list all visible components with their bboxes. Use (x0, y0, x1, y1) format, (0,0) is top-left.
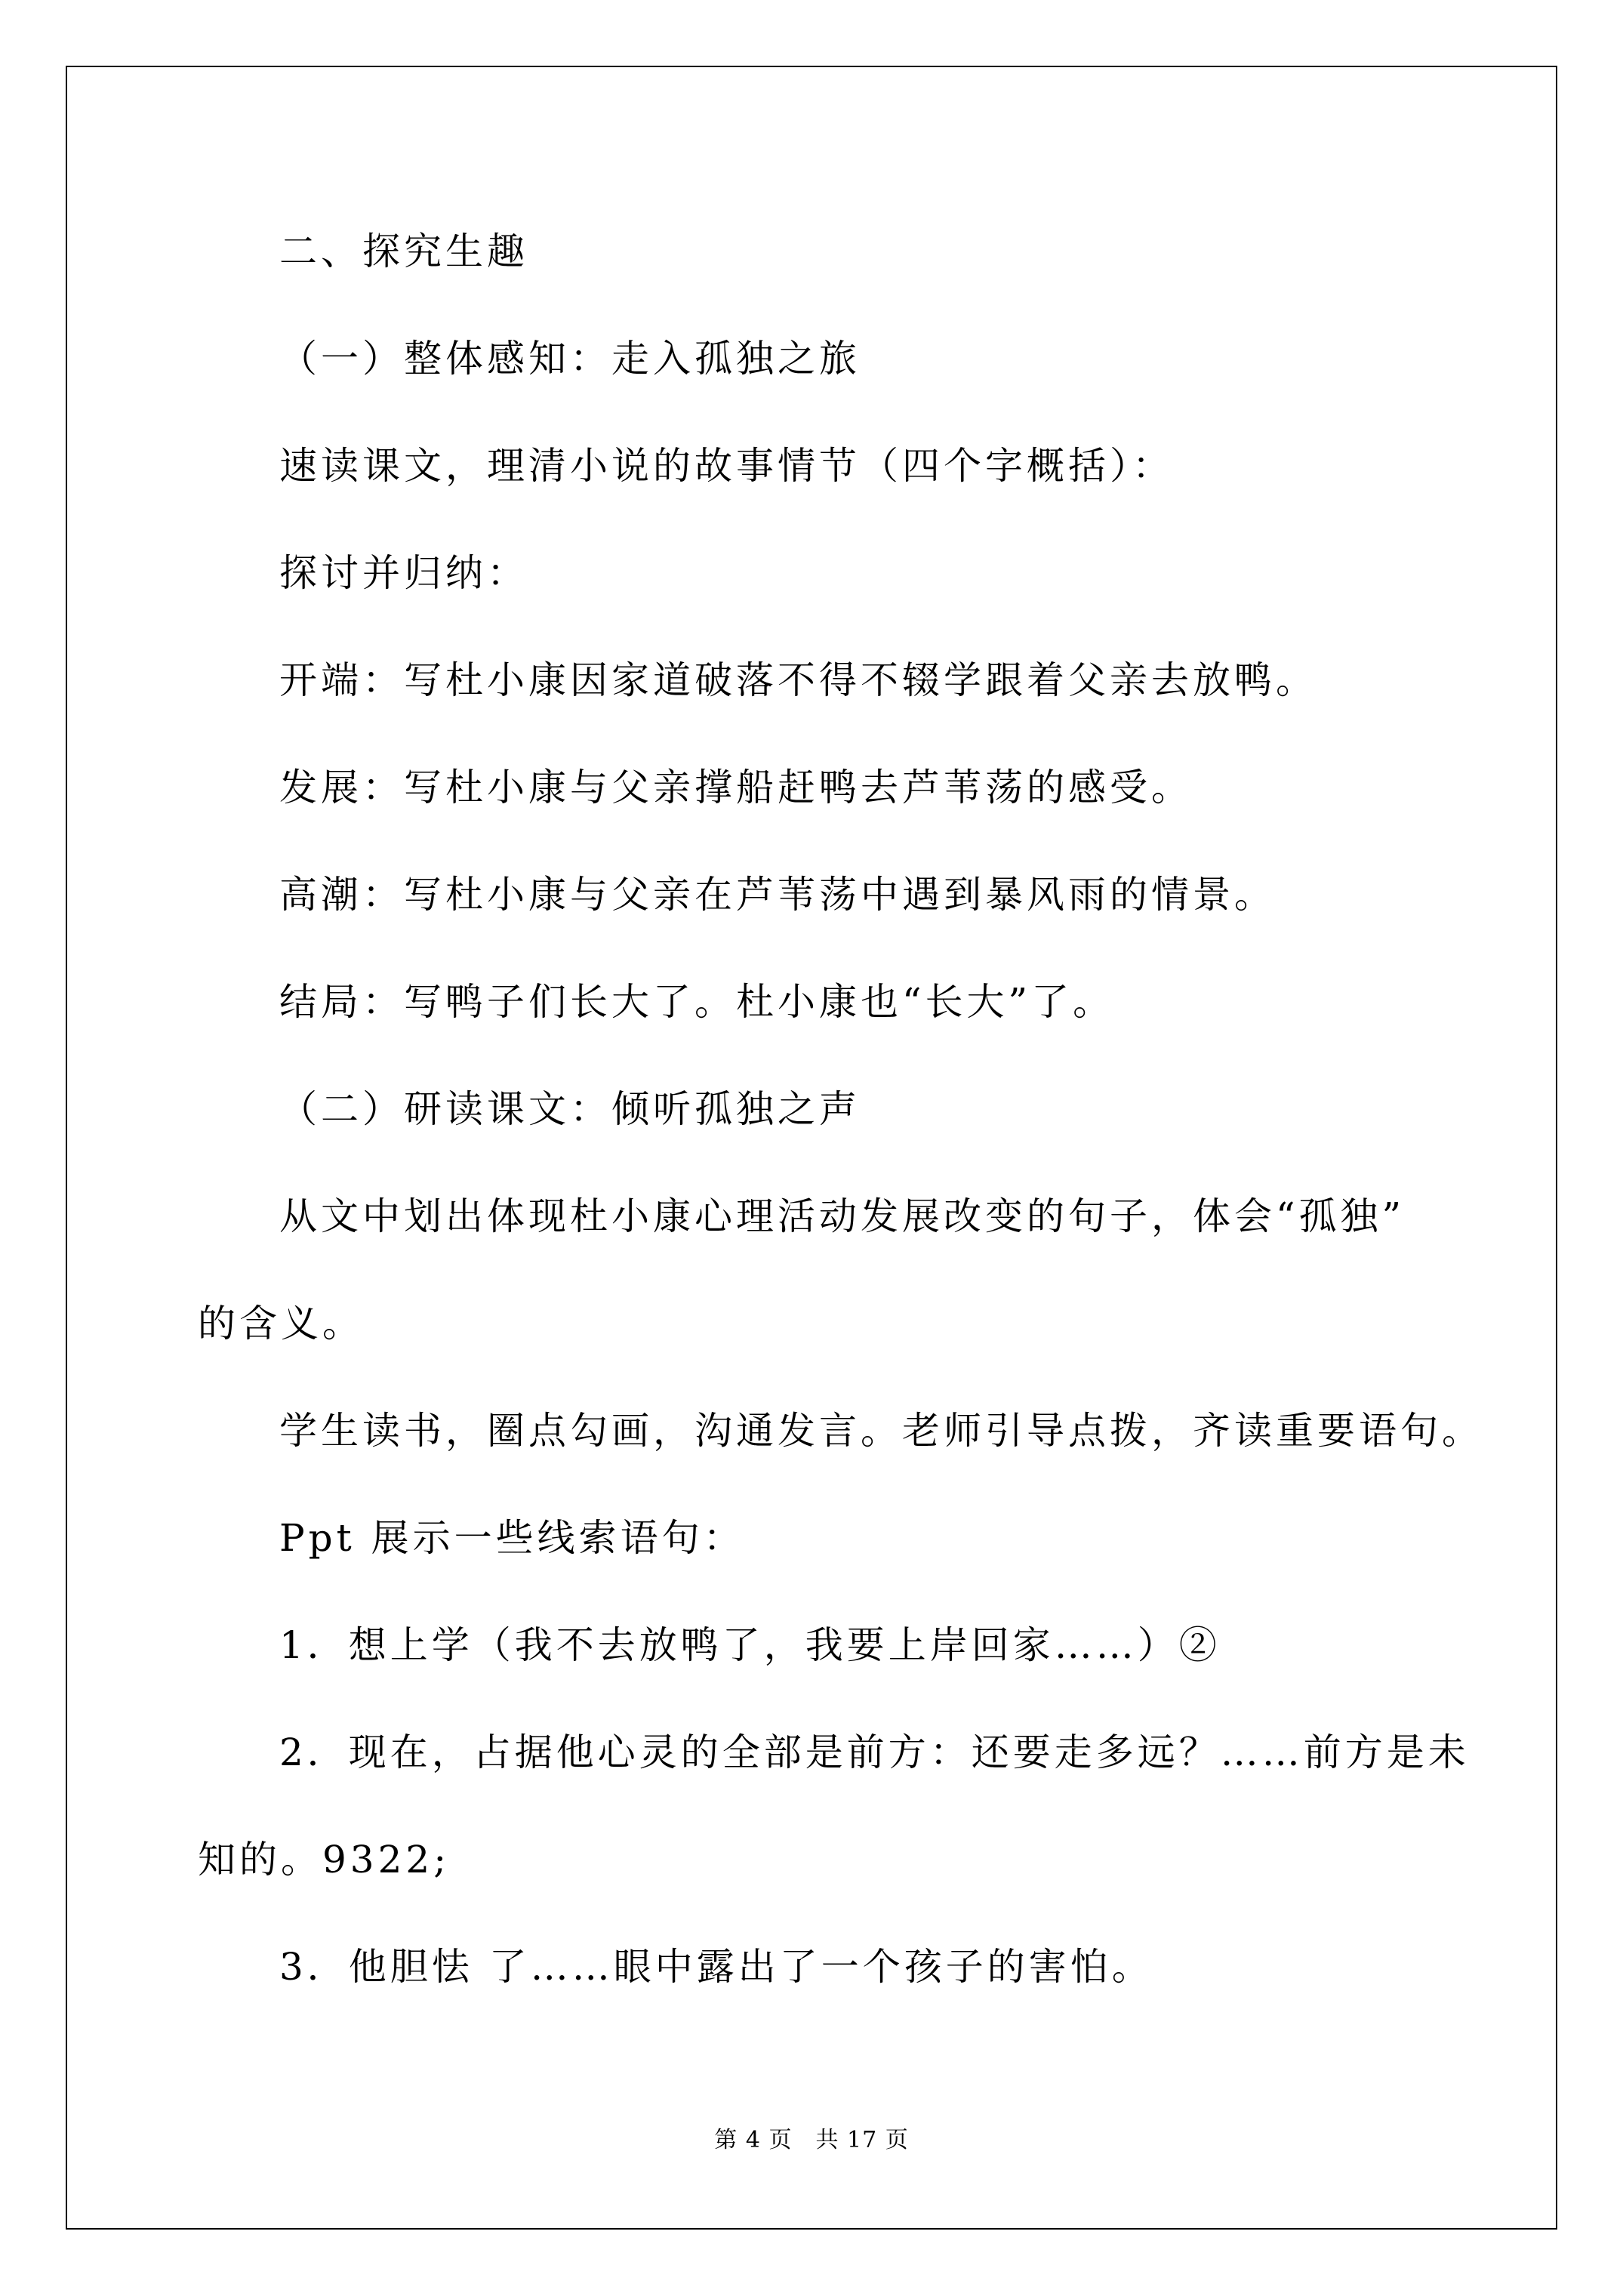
paragraph-line: 知的。9322; (198, 1838, 451, 1881)
paragraph-line: 发展：写杜小康与父亲撑船赶鸭去芦苇荡的感受。 (279, 766, 1193, 809)
paragraph-line: 速读课文，理清小说的故事情节（四个字概括）： (279, 444, 1174, 488)
paragraph-line: 从文中划出体现杜小康心理活动发展改变的句子，体会“孤独” (279, 1194, 1406, 1238)
subsection-heading: （二）研读课文：倾听孤独之声 (279, 1087, 861, 1131)
paragraph-line: Ppt 展示一些线索语句： (279, 1516, 745, 1560)
paragraph-line: 探讨并归纳： (279, 551, 528, 595)
paragraph-line: 学生读书，圈点勾画，沟通发言。老师引导点拨，齐读重要语句。 (279, 1409, 1483, 1453)
paragraph-line: 3．他胆怯 了……眼中露出了一个孩子的害怕。 (279, 1945, 1153, 1989)
paragraph-line: 高潮：写杜小康与父亲在芦苇荡中遇到暴风雨的情景。 (279, 873, 1276, 917)
subsection-heading: （一）整体感知：走入孤独之旅 (279, 337, 861, 381)
paragraph-line: 开端：写杜小康因家道破落不得不辍学跟着父亲去放鸭。 (279, 658, 1317, 702)
paragraph-line: 结局：写鸭子们长大了。杜小康也“长大”了。 (279, 980, 1115, 1024)
paragraph-line: 2．现在，占据他心灵的全部是前方：还要走多远？……前方是未 (279, 1730, 1470, 1774)
paragraph-line: 的含义。 (198, 1302, 364, 1345)
page-border (66, 66, 1557, 2230)
section-heading: 二、探究生趣 (279, 230, 528, 273)
paragraph-line: 1．想上学（我不去放鸭了，我要上岸回家……）② (279, 1623, 1221, 1667)
page-number-footer: 第 4 页 共 17 页 (714, 2127, 909, 2153)
